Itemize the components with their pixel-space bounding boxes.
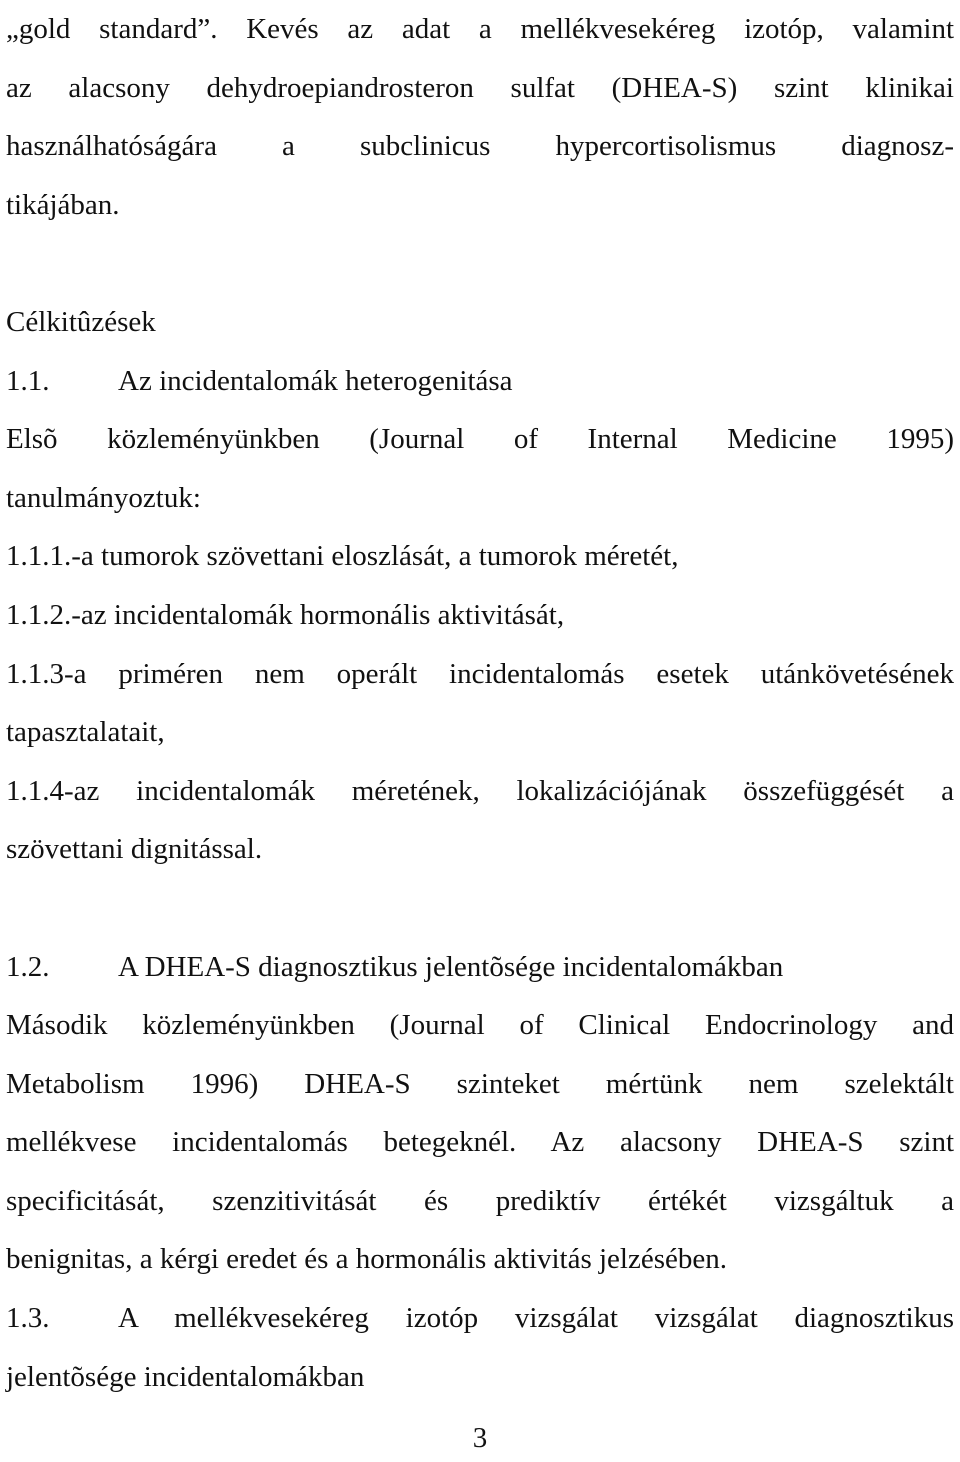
subsection-heading-1-3 bbox=[6, 1289, 954, 1348]
text-line: Elsõ közleményünkben (Journal of Internal Medicine 1995) bbox=[6, 423, 954, 456]
subsection-title: A DHEA-S diagnosztikus jelentõsége incidentalomákban bbox=[118, 950, 784, 983]
spacer bbox=[6, 234, 954, 293]
subsection-title: Az incidentalomák heterogenitása bbox=[118, 364, 513, 397]
text-line: használhatóságára a subclinicus hypercortisolismus diagnosz- bbox=[6, 130, 954, 163]
subsection-number: 1.3. bbox=[6, 1302, 50, 1335]
subsection-title-continuation: jelentõsége incidentalomákban bbox=[6, 1360, 365, 1393]
text-line: mellékvese incidentalomás betegeknél. Az alacsony DHEA-S szint bbox=[6, 1126, 954, 1159]
list-item: 1.1.1.-a tumorok szövettani eloszlását, a tumorok méretét, bbox=[6, 540, 679, 573]
subsection-heading-1-2 bbox=[6, 938, 954, 997]
text-line: az alacsony dehydroepiandrosteron sulfat (DHEA-S) szint klinikai bbox=[6, 71, 954, 104]
subsection-number: 1.2. bbox=[6, 950, 50, 983]
list-item: 1.1.3-a priméren nem operált incidentalomás esetek utánkövetésének bbox=[6, 657, 954, 690]
list-item: 1.1.2.-az incidentalomák hormonális aktivitását, bbox=[6, 598, 565, 631]
list-item: 1.1.4-az incidentalomák méretének, lokalizációjának összefüggését a bbox=[6, 774, 954, 807]
spacer bbox=[6, 879, 954, 938]
subsection-number: 1.1. bbox=[6, 364, 50, 397]
section-title: Célkitûzések bbox=[6, 305, 156, 338]
subsection-heading-1-1 bbox=[6, 352, 954, 411]
page-number: 3 bbox=[472, 1422, 488, 1454]
text-line: tanulmányoztuk: bbox=[6, 481, 201, 514]
document-page bbox=[6, 0, 954, 1406]
text-line: tikájában. bbox=[6, 188, 120, 221]
subsection-title: A mellékvesekéreg izotóp vizsgálat vizsgálat diagnosztikus bbox=[118, 1302, 954, 1335]
text-line: specificitását, szenzitivitását és prediktív értékét vizsgáltuk a bbox=[6, 1184, 954, 1217]
list-item-continuation: tapasztalatait, bbox=[6, 716, 165, 749]
list-item-continuation: szövettani dignitással. bbox=[6, 833, 263, 866]
text-line: Második közleményünkben (Journal of Clinical Endocrinology and bbox=[6, 1009, 954, 1042]
text-line: benignitas, a kérgi eredet és a hormonális aktivitás jelzésében. bbox=[6, 1243, 727, 1276]
intro-paragraph bbox=[6, 0, 954, 234]
text-line: Metabolism 1996) DHEA-S szinteket mértünk nem szelektált bbox=[6, 1067, 954, 1100]
text-line: „gold standard”. Kevés az adat a mellékvesekéreg izotóp, valamint bbox=[6, 13, 954, 45]
